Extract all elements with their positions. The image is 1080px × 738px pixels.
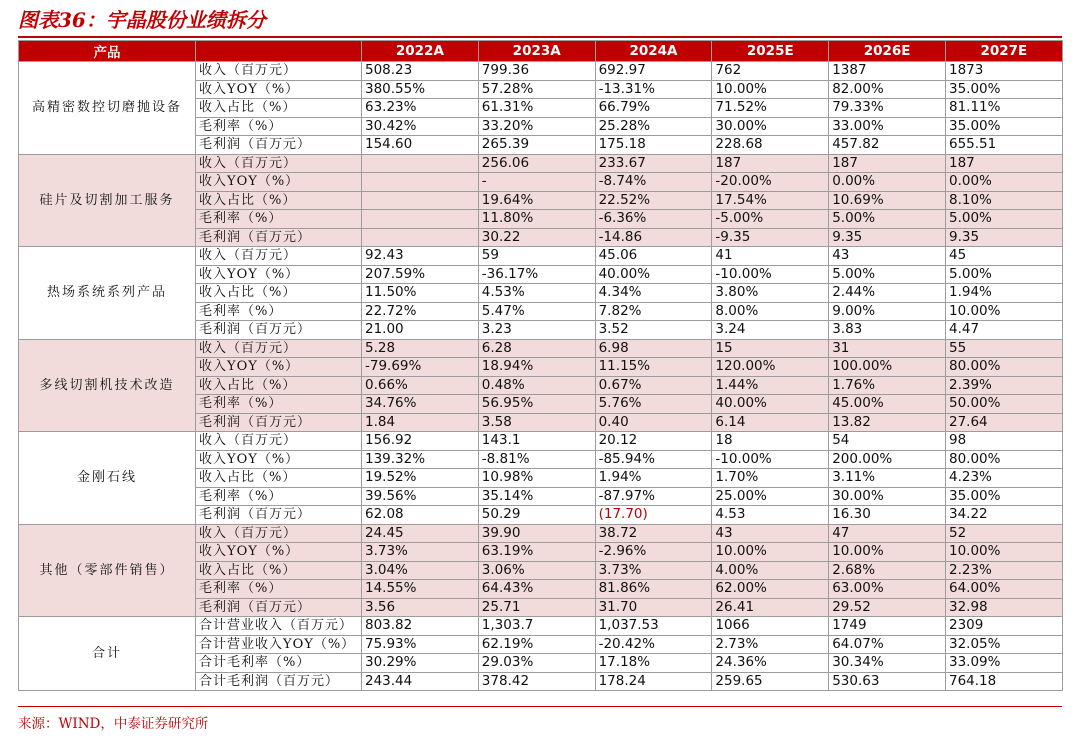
- metric-cell: 毛利率（%）: [196, 302, 362, 321]
- value-cell: 14.55%: [362, 580, 479, 599]
- value-cell: 207.59%: [362, 265, 479, 284]
- product-cell: 硅片及切割加工服务: [19, 154, 196, 247]
- value-cell: 39.90: [478, 524, 595, 543]
- metric-cell: 收入占比（%）: [196, 376, 362, 395]
- table-row: [19, 247, 1063, 266]
- value-cell: 143.1: [478, 432, 595, 451]
- value-cell: -20.00%: [712, 173, 829, 192]
- metric-cell: 毛利率（%）: [196, 210, 362, 229]
- value-cell: 508.23: [362, 62, 479, 81]
- value-cell: 4.00%: [712, 561, 829, 580]
- value-cell: 9.35: [829, 228, 946, 247]
- value-cell: -9.35: [712, 228, 829, 247]
- value-cell: 57.28%: [478, 80, 595, 99]
- value-cell: 2.44%: [829, 284, 946, 303]
- value-cell: 30.29%: [362, 654, 479, 673]
- value-cell: 3.11%: [829, 469, 946, 488]
- product-cell: 合计: [19, 617, 196, 691]
- metric-cell: 收入YOY（%）: [196, 543, 362, 562]
- value-cell: -8.74%: [595, 173, 712, 192]
- value-cell: 43: [712, 524, 829, 543]
- value-cell: 3.06%: [478, 561, 595, 580]
- value-cell: 228.68: [712, 136, 829, 155]
- metric-cell: 合计毛利润（百万元）: [196, 672, 362, 691]
- value-cell: 1749: [829, 617, 946, 636]
- financial-table: [18, 40, 1063, 691]
- value-cell: 120.00%: [712, 358, 829, 377]
- value-cell: 63.23%: [362, 99, 479, 118]
- value-cell: 24.45: [362, 524, 479, 543]
- title-rule: [18, 36, 1062, 38]
- value-cell: 11.50%: [362, 284, 479, 303]
- value-cell: 41: [712, 247, 829, 266]
- table-row: [19, 62, 1063, 81]
- metric-cell: 收入（百万元）: [196, 154, 362, 173]
- value-cell: 45.00%: [829, 395, 946, 414]
- value-cell: 30.00%: [712, 117, 829, 136]
- value-cell: 178.24: [595, 672, 712, 691]
- header-2022a: 2022A: [362, 41, 479, 62]
- metric-cell: 毛利润（百万元）: [196, 228, 362, 247]
- value-cell: 6.98: [595, 339, 712, 358]
- value-cell: 39.56%: [362, 487, 479, 506]
- value-cell: 5.00%: [945, 210, 1062, 229]
- value-cell: 156.92: [362, 432, 479, 451]
- value-cell: 4.53%: [478, 284, 595, 303]
- value-cell: 35.14%: [478, 487, 595, 506]
- value-cell: 4.23%: [945, 469, 1062, 488]
- metric-cell: 毛利润（百万元）: [196, 321, 362, 340]
- value-cell: 3.52: [595, 321, 712, 340]
- header-product: 产品: [19, 41, 196, 62]
- value-cell: 75.93%: [362, 635, 479, 654]
- value-cell: 47: [829, 524, 946, 543]
- value-cell: 33.20%: [478, 117, 595, 136]
- value-cell: 45.06: [595, 247, 712, 266]
- metric-cell: 收入（百万元）: [196, 524, 362, 543]
- value-cell: 27.64: [945, 413, 1062, 432]
- metric-cell: 收入（百万元）: [196, 432, 362, 451]
- value-cell: [362, 191, 479, 210]
- value-cell: 1.44%: [712, 376, 829, 395]
- value-cell: 187: [829, 154, 946, 173]
- product-cell: 其他（零部件销售）: [19, 524, 196, 617]
- value-cell: [362, 173, 479, 192]
- value-cell: 13.82: [829, 413, 946, 432]
- value-cell: 29.52: [829, 598, 946, 617]
- value-cell: 3.58: [478, 413, 595, 432]
- table-row: [19, 617, 1063, 636]
- metric-cell: 收入YOY（%）: [196, 450, 362, 469]
- header-2023a: 2023A: [478, 41, 595, 62]
- value-cell: -87.97%: [595, 487, 712, 506]
- value-cell: 80.00%: [945, 450, 1062, 469]
- value-cell: 26.41: [712, 598, 829, 617]
- value-cell: 52: [945, 524, 1062, 543]
- value-cell: 21.00: [362, 321, 479, 340]
- value-cell: 803.82: [362, 617, 479, 636]
- metric-cell: 收入YOY（%）: [196, 265, 362, 284]
- value-cell: 4.47: [945, 321, 1062, 340]
- table-row: [19, 339, 1063, 358]
- value-cell: 66.79%: [595, 99, 712, 118]
- metric-cell: 收入YOY（%）: [196, 80, 362, 99]
- value-cell: -36.17%: [478, 265, 595, 284]
- value-cell: 1873: [945, 62, 1062, 81]
- value-cell: 256.06: [478, 154, 595, 173]
- value-cell: 17.54%: [712, 191, 829, 210]
- value-cell: 5.00%: [829, 210, 946, 229]
- header-2026e: 2026E: [829, 41, 946, 62]
- value-cell: 62.00%: [712, 580, 829, 599]
- value-cell: [362, 154, 479, 173]
- value-cell: 265.39: [478, 136, 595, 155]
- value-cell: 1,037.53: [595, 617, 712, 636]
- value-cell: 62.08: [362, 506, 479, 525]
- value-cell: 30.22: [478, 228, 595, 247]
- value-cell: 378.42: [478, 672, 595, 691]
- value-cell: 3.83: [829, 321, 946, 340]
- value-cell: 530.63: [829, 672, 946, 691]
- value-cell: -10.00%: [712, 450, 829, 469]
- table-row: [19, 524, 1063, 543]
- value-cell: 40.00%: [595, 265, 712, 284]
- value-cell: 139.32%: [362, 450, 479, 469]
- value-cell: 10.69%: [829, 191, 946, 210]
- value-cell: 1.94%: [595, 469, 712, 488]
- value-cell: 6.14: [712, 413, 829, 432]
- value-cell: 32.98: [945, 598, 1062, 617]
- metric-cell: 毛利率（%）: [196, 117, 362, 136]
- value-cell: 40.00%: [712, 395, 829, 414]
- value-cell: -10.00%: [712, 265, 829, 284]
- value-cell: 799.36: [478, 62, 595, 81]
- value-cell: 50.29: [478, 506, 595, 525]
- value-cell: 5.00%: [945, 265, 1062, 284]
- value-cell: 10.00%: [712, 543, 829, 562]
- value-cell: 5.47%: [478, 302, 595, 321]
- value-cell: 64.00%: [945, 580, 1062, 599]
- value-cell: 1066: [712, 617, 829, 636]
- value-cell: 2.73%: [712, 635, 829, 654]
- header-metric: [196, 41, 362, 62]
- product-cell: 高精密数控切磨抛设备: [19, 62, 196, 155]
- metric-cell: 毛利润（百万元）: [196, 506, 362, 525]
- metric-cell: 毛利润（百万元）: [196, 413, 362, 432]
- metric-cell: 收入占比（%）: [196, 99, 362, 118]
- value-cell: 30.34%: [829, 654, 946, 673]
- value-cell: 1,303.7: [478, 617, 595, 636]
- value-cell: 98: [945, 432, 1062, 451]
- value-cell: -13.31%: [595, 80, 712, 99]
- value-cell: 3.24: [712, 321, 829, 340]
- value-cell: 30.00%: [829, 487, 946, 506]
- metric-cell: 收入YOY（%）: [196, 173, 362, 192]
- value-cell: 692.97: [595, 62, 712, 81]
- value-cell: 11.80%: [478, 210, 595, 229]
- value-cell: -5.00%: [712, 210, 829, 229]
- value-cell: -79.69%: [362, 358, 479, 377]
- value-cell: 15: [712, 339, 829, 358]
- header-2024a: 2024A: [595, 41, 712, 62]
- value-cell: 100.00%: [829, 358, 946, 377]
- value-cell: 0.67%: [595, 376, 712, 395]
- value-cell: 59: [478, 247, 595, 266]
- value-cell: 35.00%: [945, 80, 1062, 99]
- value-cell: 0.00%: [829, 173, 946, 192]
- value-cell: 31.70: [595, 598, 712, 617]
- value-cell: 243.44: [362, 672, 479, 691]
- value-cell: 50.00%: [945, 395, 1062, 414]
- product-cell: 多线切割机技术改造: [19, 339, 196, 432]
- value-cell: 63.00%: [829, 580, 946, 599]
- metric-cell: 收入YOY（%）: [196, 358, 362, 377]
- value-cell: -6.36%: [595, 210, 712, 229]
- header-row: [19, 41, 1063, 62]
- value-cell: 17.18%: [595, 654, 712, 673]
- metric-cell: 毛利率（%）: [196, 487, 362, 506]
- value-cell: 3.80%: [712, 284, 829, 303]
- value-cell: 5.76%: [595, 395, 712, 414]
- value-cell: 71.52%: [712, 99, 829, 118]
- value-cell: 762: [712, 62, 829, 81]
- value-cell: 11.15%: [595, 358, 712, 377]
- value-cell: 4.34%: [595, 284, 712, 303]
- metric-cell: 收入占比（%）: [196, 561, 362, 580]
- value-cell: 33.00%: [829, 117, 946, 136]
- value-cell: 233.67: [595, 154, 712, 173]
- value-cell: 64.07%: [829, 635, 946, 654]
- value-cell: 55: [945, 339, 1062, 358]
- footer-rule: [18, 706, 1062, 707]
- value-cell: 1.70%: [712, 469, 829, 488]
- value-cell: 0.00%: [945, 173, 1062, 192]
- value-cell: 3.23: [478, 321, 595, 340]
- value-cell: 25.00%: [712, 487, 829, 506]
- value-cell: 10.00%: [945, 543, 1062, 562]
- metric-cell: 收入占比（%）: [196, 284, 362, 303]
- value-cell: 187: [945, 154, 1062, 173]
- value-cell: 82.00%: [829, 80, 946, 99]
- metric-cell: 合计营业收入YOY（%）: [196, 635, 362, 654]
- value-cell: 3.04%: [362, 561, 479, 580]
- value-cell: 1387: [829, 62, 946, 81]
- value-cell: 33.09%: [945, 654, 1062, 673]
- value-cell: 62.19%: [478, 635, 595, 654]
- value-cell: 2.68%: [829, 561, 946, 580]
- value-cell: -85.94%: [595, 450, 712, 469]
- value-cell: 18.94%: [478, 358, 595, 377]
- value-cell: 80.00%: [945, 358, 1062, 377]
- value-cell: 259.65: [712, 672, 829, 691]
- value-cell: [362, 210, 479, 229]
- table-row: [19, 432, 1063, 451]
- value-cell: 3.73%: [595, 561, 712, 580]
- value-cell: 9.35: [945, 228, 1062, 247]
- value-cell: 0.40: [595, 413, 712, 432]
- value-cell: 92.43: [362, 247, 479, 266]
- value-cell: 22.52%: [595, 191, 712, 210]
- metric-cell: 合计毛利率（%）: [196, 654, 362, 673]
- value-cell: 5.00%: [829, 265, 946, 284]
- header-2027e: 2027E: [945, 41, 1062, 62]
- metric-cell: 毛利率（%）: [196, 395, 362, 414]
- value-cell: 457.82: [829, 136, 946, 155]
- value-cell: 10.00%: [712, 80, 829, 99]
- value-cell: -: [478, 173, 595, 192]
- product-cell: 热场系统系列产品: [19, 247, 196, 340]
- source-note: 来源：WIND，中泰证券研究所: [18, 716, 209, 732]
- value-cell: 175.18: [595, 136, 712, 155]
- value-cell: 34.76%: [362, 395, 479, 414]
- value-cell: 154.60: [362, 136, 479, 155]
- value-cell: 655.51: [945, 136, 1062, 155]
- value-cell: 0.48%: [478, 376, 595, 395]
- value-cell: 22.72%: [362, 302, 479, 321]
- value-cell: 25.28%: [595, 117, 712, 136]
- metric-cell: 收入（百万元）: [196, 339, 362, 358]
- value-cell: 5.28: [362, 339, 479, 358]
- value-cell: 43: [829, 247, 946, 266]
- value-cell: 29.03%: [478, 654, 595, 673]
- metric-cell: 收入（百万元）: [196, 62, 362, 81]
- value-cell: -2.96%: [595, 543, 712, 562]
- value-cell: 25.71: [478, 598, 595, 617]
- value-cell: 200.00%: [829, 450, 946, 469]
- value-cell: 45: [945, 247, 1062, 266]
- metric-cell: 收入（百万元）: [196, 247, 362, 266]
- value-cell: 35.00%: [945, 487, 1062, 506]
- value-cell: 79.33%: [829, 99, 946, 118]
- value-cell: 187: [712, 154, 829, 173]
- value-cell: 34.22: [945, 506, 1062, 525]
- product-cell: 金刚石线: [19, 432, 196, 525]
- value-cell: 32.05%: [945, 635, 1062, 654]
- value-cell: 7.82%: [595, 302, 712, 321]
- value-cell: -14.86: [595, 228, 712, 247]
- value-cell: 8.10%: [945, 191, 1062, 210]
- value-cell: 3.56: [362, 598, 479, 617]
- value-cell: 8.00%: [712, 302, 829, 321]
- value-cell: [362, 228, 479, 247]
- value-cell: 20.12: [595, 432, 712, 451]
- value-cell: 380.55%: [362, 80, 479, 99]
- value-cell: 2.39%: [945, 376, 1062, 395]
- value-cell: 38.72: [595, 524, 712, 543]
- value-cell: 2309: [945, 617, 1062, 636]
- value-cell: 81.11%: [945, 99, 1062, 118]
- value-cell: 16.30: [829, 506, 946, 525]
- value-cell: 54: [829, 432, 946, 451]
- table-body: [19, 62, 1063, 691]
- value-cell: 1.76%: [829, 376, 946, 395]
- value-cell: 19.52%: [362, 469, 479, 488]
- value-cell: 3.73%: [362, 543, 479, 562]
- value-cell: 10.98%: [478, 469, 595, 488]
- value-cell: 764.18: [945, 672, 1062, 691]
- value-cell: 4.53: [712, 506, 829, 525]
- metric-cell: 毛利润（百万元）: [196, 136, 362, 155]
- value-cell: 63.19%: [478, 543, 595, 562]
- value-cell: 61.31%: [478, 99, 595, 118]
- value-cell: (17.70): [595, 506, 712, 525]
- value-cell: 81.86%: [595, 580, 712, 599]
- value-cell: 2.23%: [945, 561, 1062, 580]
- header-2025e: 2025E: [712, 41, 829, 62]
- value-cell: 9.00%: [829, 302, 946, 321]
- value-cell: 6.28: [478, 339, 595, 358]
- value-cell: 24.36%: [712, 654, 829, 673]
- value-cell: 1.94%: [945, 284, 1062, 303]
- value-cell: 10.00%: [945, 302, 1062, 321]
- metric-cell: 合计营业收入（百万元）: [196, 617, 362, 636]
- metric-cell: 收入占比（%）: [196, 191, 362, 210]
- value-cell: 35.00%: [945, 117, 1062, 136]
- value-cell: 1.84: [362, 413, 479, 432]
- value-cell: 0.66%: [362, 376, 479, 395]
- value-cell: 30.42%: [362, 117, 479, 136]
- metric-cell: 毛利率（%）: [196, 580, 362, 599]
- figure-title: 图表36：宇晶股份业绩拆分: [18, 8, 266, 32]
- value-cell: 19.64%: [478, 191, 595, 210]
- table-row: [19, 154, 1063, 173]
- value-cell: 56.95%: [478, 395, 595, 414]
- financial-table-container: [18, 40, 1062, 691]
- value-cell: 64.43%: [478, 580, 595, 599]
- value-cell: 18: [712, 432, 829, 451]
- value-cell: -20.42%: [595, 635, 712, 654]
- value-cell: 31: [829, 339, 946, 358]
- value-cell: 10.00%: [829, 543, 946, 562]
- metric-cell: 毛利润（百万元）: [196, 598, 362, 617]
- value-cell: -8.81%: [478, 450, 595, 469]
- metric-cell: 收入占比（%）: [196, 469, 362, 488]
